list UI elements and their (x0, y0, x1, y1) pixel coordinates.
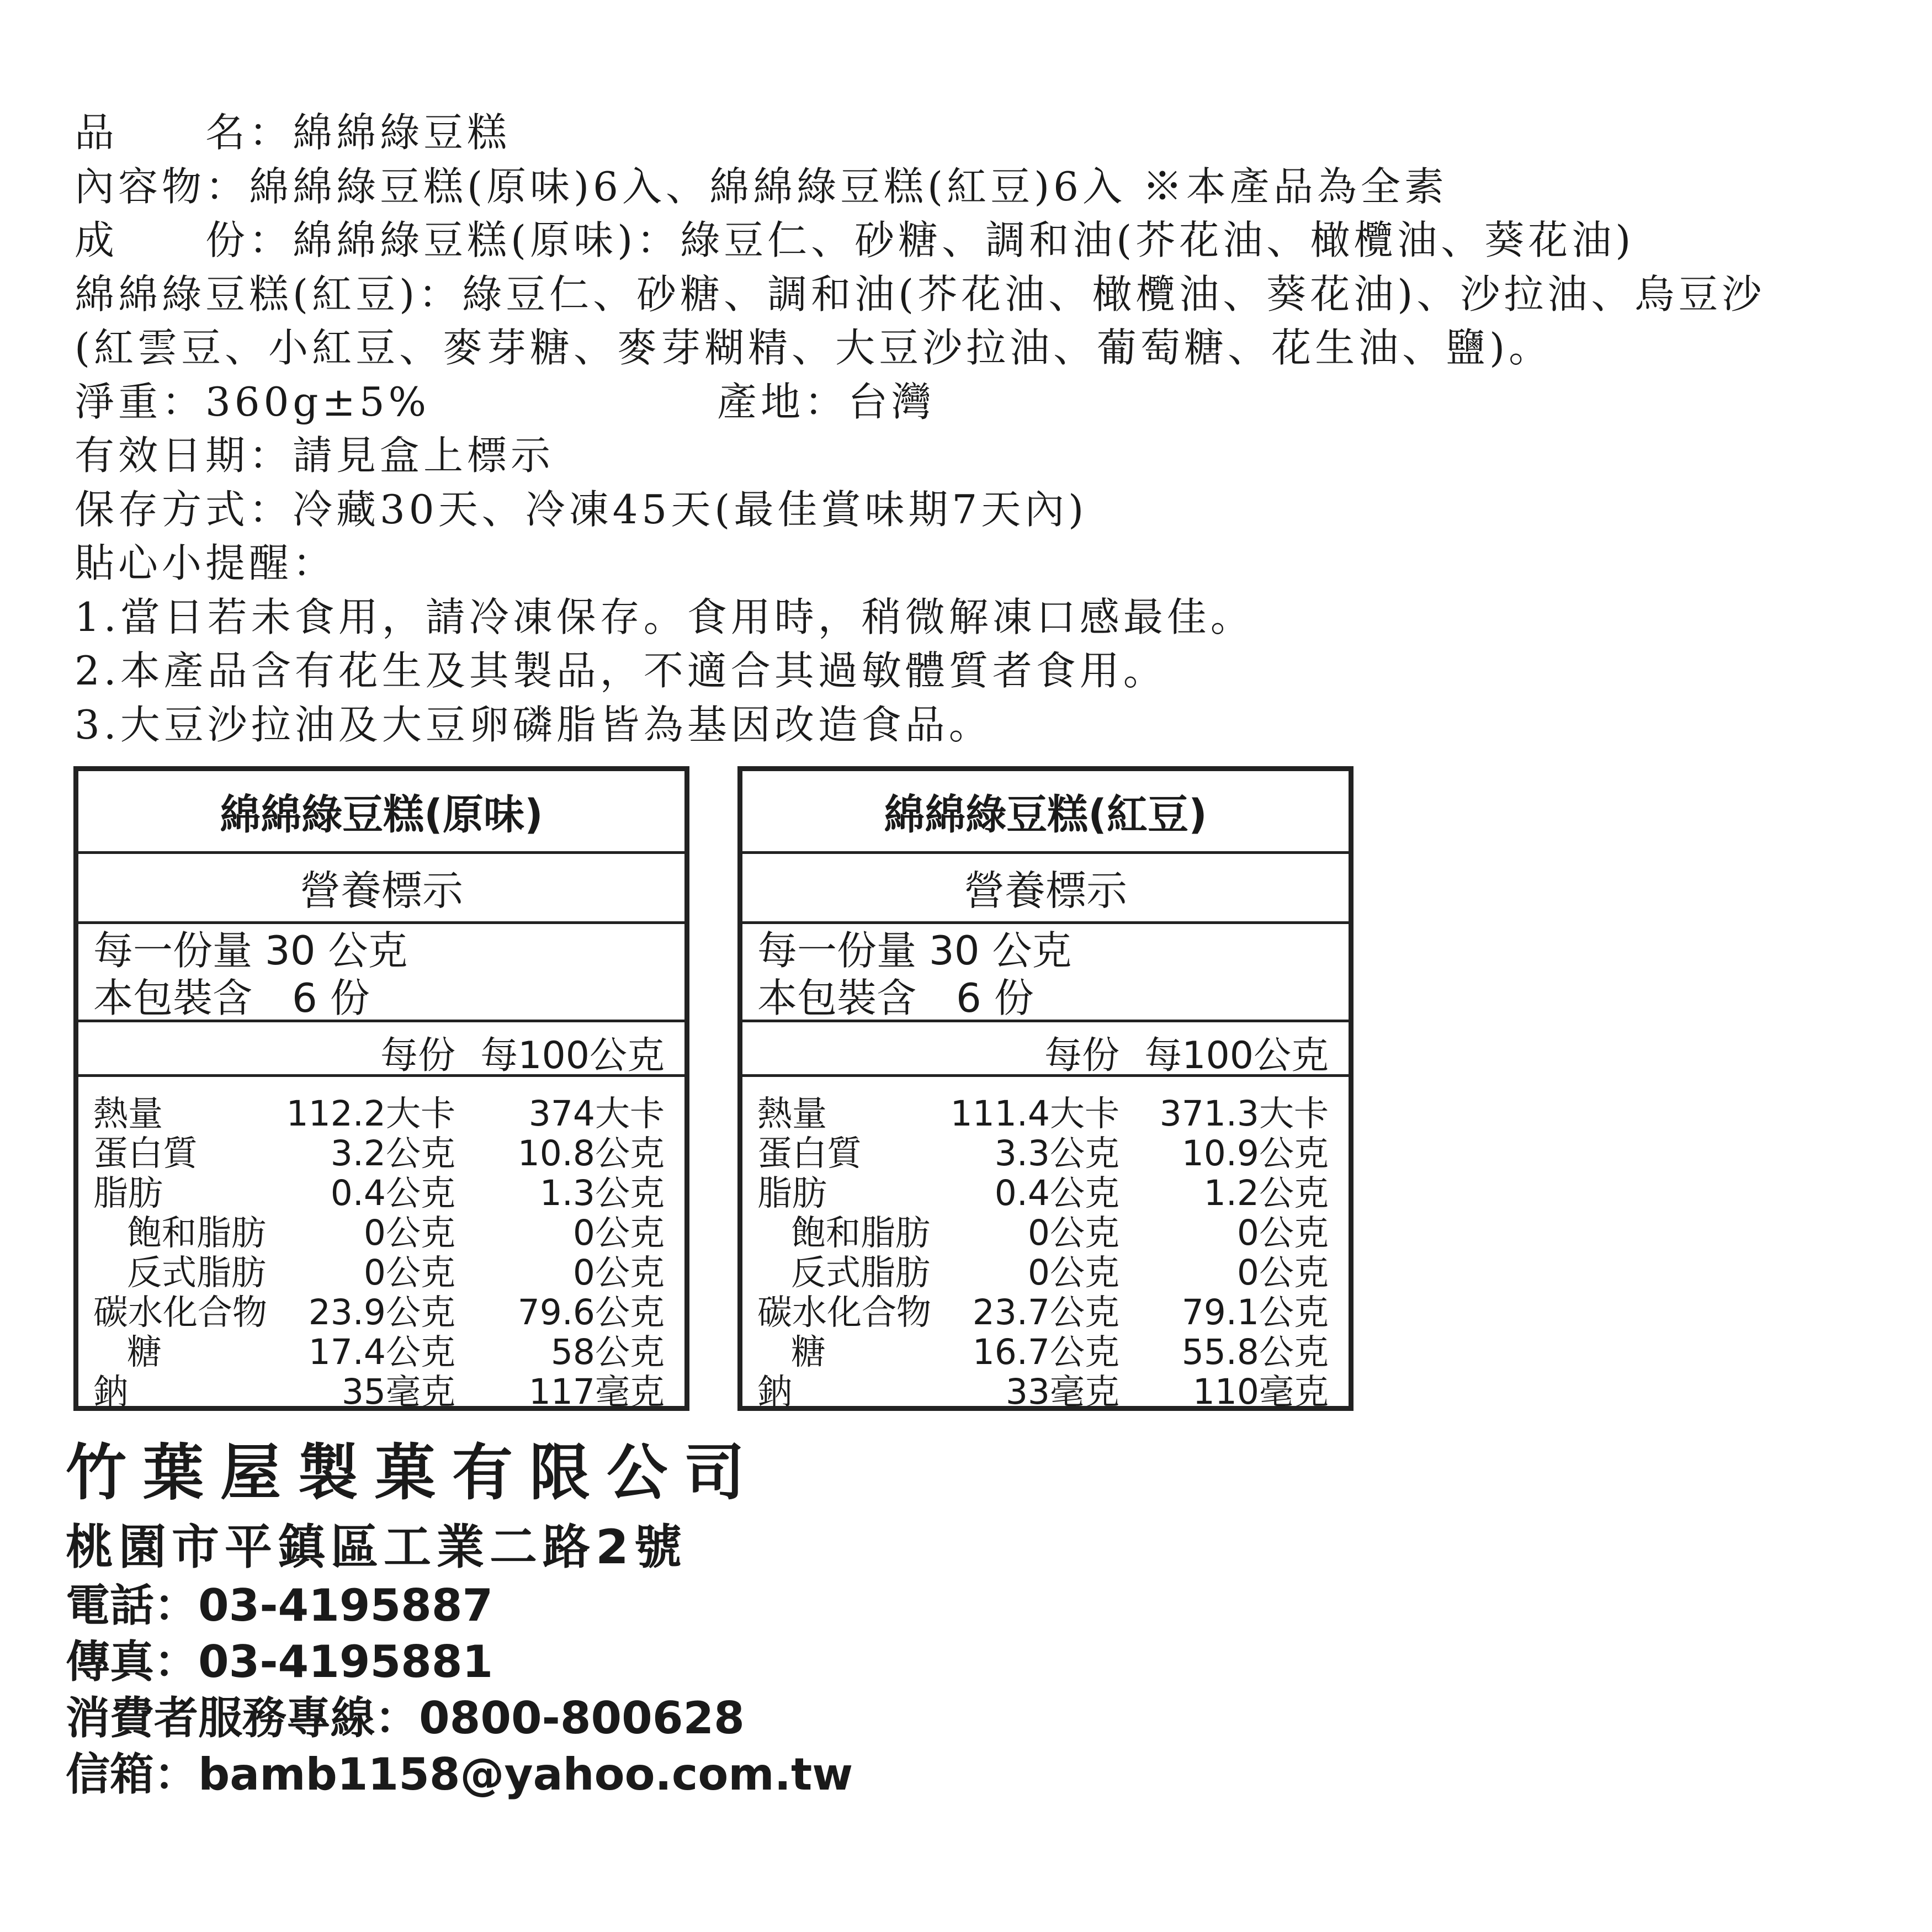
company-phone: 電話：03-4195887 (66, 1580, 493, 1631)
servings-per-pack: 本包裝含 6 份 (93, 975, 370, 1021)
nutrient-name: 熱量 (757, 1094, 827, 1134)
table-row (742, 1165, 1349, 1213)
nutrient-per-serving: 33毫克 (1005, 1372, 1119, 1412)
nutrient-per-100g: 0公克 (1236, 1252, 1329, 1293)
nutrient-per-serving: 112.2大卡 (286, 1094, 455, 1134)
nutrient-name: 蛋白質 (93, 1133, 198, 1174)
nutrient-per-100g: 371.3大卡 (1159, 1094, 1329, 1134)
nutrient-per-serving: 0公克 (1027, 1252, 1119, 1293)
serving-info (78, 924, 684, 1022)
nutrient-per-serving: 16.7公克 (972, 1332, 1119, 1372)
company-hotline: 消費者服務專線：0800-800628 (66, 1692, 745, 1744)
ingredients-line-2: 綿綿綠豆糕(紅豆)：綠豆仁、砂糖、調和油(芥花油、橄欖油、葵花油)、沙拉油、烏豆沙 (75, 270, 1766, 317)
ingredients-line-3: (紅雲豆、小紅豆、麥芽糖、麥芽糊精、大豆沙拉油、葡萄糖、花生油、鹽)。 (75, 325, 1553, 371)
nutrient-per-serving: 0.4公克 (330, 1173, 455, 1213)
serving-size: 每一份量 30 公克 (757, 927, 1072, 974)
company-address: 桃園市平鎮區工業二路2號 (66, 1520, 687, 1575)
nutrition-panel-red-bean (737, 766, 1354, 1411)
nutrient-per-serving: 0.4公克 (994, 1173, 1119, 1213)
nutrient-per-100g: 79.1公克 (1181, 1292, 1329, 1333)
table-row (78, 1205, 684, 1253)
nutrient-name: 熱量 (93, 1094, 163, 1134)
ingredients-line-1: 成 份：綿綿綠豆糕(原味)：綠豆仁、砂糖、調和油(芥花油、橄欖油、葵花油) (75, 217, 1635, 263)
company-info (66, 1434, 853, 1803)
nutrient-name: 鈉 (93, 1372, 128, 1412)
col-per-serving: 每份 (1044, 1034, 1119, 1078)
nutrient-per-serving: 23.7公克 (972, 1292, 1119, 1333)
col-per-serving: 每份 (380, 1034, 455, 1078)
weight-origin-line (75, 375, 1896, 429)
panel-subtitle: 營養標示 (742, 854, 1349, 924)
nutrient-per-serving: 111.4大卡 (950, 1094, 1119, 1134)
nutrient-per-serving: 23.9公克 (308, 1292, 455, 1333)
net-weight: 淨重：360g±5% (75, 378, 431, 425)
nutrient-per-100g: 10.9公克 (1181, 1133, 1329, 1174)
contents-line: 內容物：綿綿綠豆糕(原味)6入、綿綿綠豆糕(紅豆)6入 ※本產品為全素 (75, 163, 1448, 210)
table-row (742, 1205, 1349, 1253)
expiry-line: 有效日期：請見盒上標示 (75, 432, 555, 479)
product-name-value: 綿綿綠豆糕 (293, 109, 511, 156)
panel-title: 綿綿綠豆糕(原味) (78, 771, 684, 854)
nutrition-panel-original (73, 766, 689, 1411)
nutrient-per-serving: 0公克 (1027, 1213, 1119, 1253)
table-row (742, 1126, 1349, 1174)
table-row (78, 1126, 684, 1174)
product-name-label: 品 名： (75, 109, 293, 156)
nutrient-per-100g: 0公克 (572, 1213, 665, 1253)
table-row (78, 1285, 684, 1333)
table-row (742, 1285, 1349, 1333)
serving-size: 每一份量 30 公克 (93, 927, 408, 974)
panel-title: 綿綿綠豆糕(紅豆) (742, 771, 1349, 854)
servings-per-pack: 本包裝含 6 份 (757, 975, 1034, 1021)
tip-2: 2.本產品含有花生及其製品，不適合其過敏體質者食用。 (75, 647, 1167, 694)
column-headers (78, 1022, 684, 1077)
company-name: 竹葉屋製菓有限公司 (66, 1437, 761, 1508)
nutrient-per-serving: 3.2公克 (330, 1133, 455, 1174)
serving-info (742, 924, 1349, 1022)
table-row (78, 1165, 684, 1213)
nutrient-name: 反式脂肪 (791, 1252, 930, 1293)
nutrient-per-serving: 0公克 (363, 1252, 455, 1293)
nutrient-per-100g: 0公克 (1236, 1213, 1329, 1253)
nutrient-name: 飽和脂肪 (791, 1213, 930, 1253)
nutrient-name: 碳水化合物 (93, 1292, 267, 1333)
nutrient-per-100g: 374大卡 (528, 1094, 665, 1134)
tips-title: 貼心小提醒： (75, 540, 337, 586)
table-row (78, 1324, 684, 1372)
nutrient-name: 碳水化合物 (757, 1292, 931, 1333)
table-row (742, 1245, 1349, 1293)
nutrient-per-100g: 58公克 (550, 1332, 665, 1372)
nutrient-per-100g: 1.3公克 (539, 1173, 665, 1213)
nutrient-name: 飽和脂肪 (127, 1213, 266, 1253)
table-row (78, 1364, 684, 1412)
col-per-100g: 每100公克 (1144, 1034, 1329, 1078)
product-name-line (75, 106, 1896, 160)
table-row (78, 1245, 684, 1293)
nutrient-per-100g: 0公克 (572, 1252, 665, 1293)
nutrient-per-serving: 17.4公克 (308, 1332, 455, 1372)
nutrient-per-serving: 0公克 (363, 1213, 455, 1253)
nutrient-name: 糖 (127, 1332, 162, 1372)
origin: 產地：台灣 (717, 378, 936, 425)
col-per-100g: 每100公克 (480, 1034, 665, 1078)
nutrient-per-100g: 1.2公克 (1203, 1173, 1329, 1213)
nutrient-per-100g: 117毫克 (528, 1372, 665, 1412)
nutrient-name: 脂肪 (93, 1173, 163, 1213)
column-headers (742, 1022, 1349, 1077)
nutrient-name: 鈉 (757, 1372, 792, 1412)
nutrient-per-100g: 79.6公克 (517, 1292, 665, 1333)
nutrient-name: 糖 (791, 1332, 826, 1372)
company-email: 信箱：bamb1158@yahoo.com.tw (66, 1749, 853, 1800)
nutrient-per-serving: 3.3公克 (994, 1133, 1119, 1174)
nutrient-per-100g: 55.8公克 (1181, 1332, 1329, 1372)
tip-3: 3.大豆沙拉油及大豆卵磷脂皆為基因改造食品。 (75, 701, 992, 748)
table-row (742, 1086, 1349, 1134)
panel-subtitle: 營養標示 (78, 854, 684, 924)
tip-1: 1.當日若未食用，請冷凍保存。食用時，稍微解凍口感最佳。 (75, 593, 1254, 640)
storage-line: 保存方式：冷藏30天、冷凍45天(最佳賞味期7天內) (75, 486, 1088, 533)
nutrient-per-100g: 110毫克 (1192, 1372, 1329, 1412)
table-row (78, 1086, 684, 1134)
nutrient-name: 反式脂肪 (127, 1252, 266, 1293)
nutrient-name: 脂肪 (757, 1173, 827, 1213)
nutrient-per-serving: 35毫克 (341, 1372, 455, 1412)
table-row (742, 1364, 1349, 1412)
table-row (742, 1324, 1349, 1372)
nutrient-name: 蛋白質 (757, 1133, 862, 1174)
nutrient-per-100g: 10.8公克 (517, 1133, 665, 1174)
product-info (75, 106, 1896, 752)
company-fax: 傳真：03-4195881 (66, 1636, 493, 1687)
